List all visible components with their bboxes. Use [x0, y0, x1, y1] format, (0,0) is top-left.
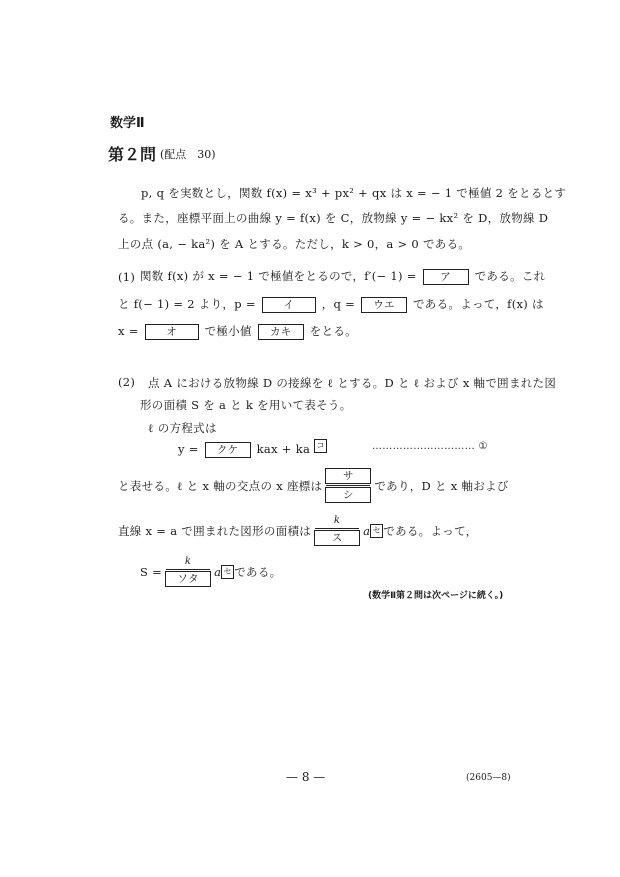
fraction-bar: [166, 569, 210, 570]
part2-number: (2): [118, 375, 136, 389]
intro-line-1: p, q を実数とし，関数 f(x) = x³ + px² + qx は x = − 1 で極値 2 をとるとす: [141, 186, 567, 200]
continued-note: (数学Ⅱ第２問は次ページに続く。): [368, 591, 504, 601]
part2-line-2: 形の面積 S を a と k を用いて表そう。: [140, 398, 352, 412]
part1-number: (1): [118, 270, 136, 284]
answer-box-sa: サ: [325, 468, 371, 484]
eq-y-label: y =: [178, 441, 199, 456]
fraction-numerator: k: [184, 556, 192, 567]
part1-text-2a: と f(− 1) = 2 より，p =: [118, 297, 256, 311]
part1-text-2b: ，q =: [321, 297, 356, 311]
part1-text-3c: をとる。: [309, 324, 357, 338]
part2-line-1: 点 A における放物線 D の接線を ℓ とする。D と ℓ および x 軸で囲まれた図: [148, 376, 557, 390]
part1-line-2: [118, 296, 544, 313]
intro-line-3: 上の点 (a, − ka²) を A とする。ただし，k > 0，a > 0 である。: [118, 237, 471, 251]
part2-text-4b: であり，D と x 軸および: [374, 478, 509, 493]
points-note: (配点 30): [160, 148, 216, 161]
intro-line-2: る。また，座標平面上の曲線 y = f(x) を C，放物線 y = − kx² を D，放物線 D: [118, 211, 549, 225]
answer-box-kuke: クケ: [205, 442, 251, 458]
answer-box-se-2: セ: [221, 565, 234, 579]
intercept-fraction: [325, 468, 371, 503]
part2-text-6b: である。: [234, 564, 282, 579]
answer-box-se: セ: [370, 524, 383, 538]
part1-text-3a: x =: [118, 324, 139, 338]
part1-text-1a: 関数 f(x) が x = − 1 で極値をとるので，f′(− 1) =: [140, 269, 417, 283]
part2-text-4a: と表せる。ℓ と x 軸の交点の x 座標は: [118, 478, 323, 493]
page-code: (2605—8): [466, 773, 511, 783]
part1-line-1: [140, 268, 545, 285]
variable-a: a: [363, 523, 371, 538]
answer-box-o: オ: [145, 324, 199, 340]
subject-heading: 数学Ⅱ: [110, 116, 145, 131]
fraction-bar: [326, 485, 370, 486]
part2-text-6a: S =: [140, 564, 163, 579]
s-fraction: [165, 556, 211, 587]
answer-box-a: ア: [423, 269, 469, 285]
eq-middle: kax + ka: [256, 441, 311, 456]
part1-line-3: [118, 323, 357, 340]
answer-box-sota: ソタ: [165, 571, 211, 587]
area-fraction: [314, 515, 360, 546]
answer-box-kaki: カキ: [258, 324, 304, 340]
answer-box-shi: シ: [325, 487, 371, 503]
answer-box-ue: ウエ: [361, 297, 407, 313]
part2-text-5a: 直線 x = a で囲まれた図形の面積は: [118, 523, 312, 538]
part1-text-1b: である。これ: [474, 269, 546, 283]
part2-line-6: [140, 556, 281, 587]
answer-box-ko: コ: [314, 439, 327, 453]
variable-a: a: [214, 564, 222, 579]
part1-text-2c: である。よって，f(x) は: [413, 297, 544, 311]
fraction-bar: [315, 528, 359, 529]
page-number: — 8 —: [286, 770, 326, 784]
part2-text-5b: である。よって，: [383, 523, 478, 538]
tangent-equation: [178, 439, 327, 458]
answer-box-i: イ: [262, 297, 316, 313]
problem-title: 第２問: [108, 145, 157, 164]
answer-box-su: ス: [314, 530, 360, 546]
fraction-numerator: k: [333, 515, 341, 526]
part2-line-4: [118, 468, 509, 503]
part1-text-3b: で極小値: [204, 324, 252, 338]
part2-line-3: ℓ の方程式は: [148, 421, 217, 435]
part2-line-5: [118, 515, 477, 546]
equation-marker: ………………………… ①: [372, 441, 488, 452]
